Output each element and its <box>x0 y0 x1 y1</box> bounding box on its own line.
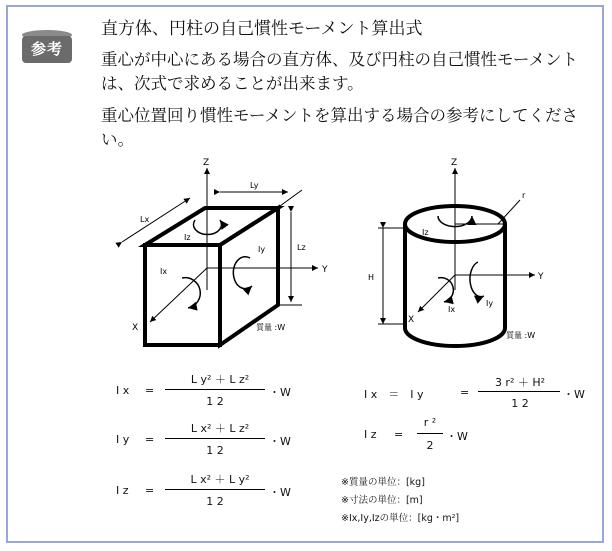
intro-paragraph: 重心が中心にある場合の直方体、及び円柱の自己慣性モーメントは、次式で求めることが出来ます。 <box>101 50 579 93</box>
cyl-ix-label: Ix <box>448 305 456 314</box>
fraction-bar <box>478 391 560 392</box>
formula-tail: ・W <box>446 430 468 443</box>
formula-denominator: 1 2 <box>206 495 224 508</box>
formula-eq: = <box>460 386 470 399</box>
fraction-bar <box>165 389 265 390</box>
ix-rotation-arrow <box>182 278 200 308</box>
box-ly-label: Ly <box>250 181 259 190</box>
fraction-bar <box>417 433 443 434</box>
formula-denominator: 1 2 <box>206 444 224 457</box>
formula-eq: = <box>394 428 404 441</box>
box-iz-label: Iz <box>184 233 191 242</box>
box-lz-label: Lz <box>297 243 306 252</box>
formula-lhs: I z <box>116 484 129 497</box>
cyl-mass-label: 質量 :W <box>506 331 536 340</box>
formula-tail: ・W <box>269 435 291 448</box>
box-ix-label: Ix <box>160 267 168 276</box>
cylinder-diagram <box>360 150 580 360</box>
formula-tail: ・W <box>269 386 291 399</box>
cyl-h-label: H <box>368 273 375 282</box>
unit-note-inertia: ※Ix,Iy,Izの単位：[kg・m²] <box>341 513 460 524</box>
fraction-bar <box>165 489 265 490</box>
cyl-x-label: X <box>408 315 415 325</box>
box-iy-label: Iy <box>258 245 266 254</box>
formula-denominator: 1 2 <box>206 395 224 408</box>
box-x-axis <box>150 268 207 322</box>
cylinder-bottom <box>405 328 505 346</box>
reference-badge: 参考 <box>22 36 72 63</box>
formula-tail: ・W <box>269 486 291 499</box>
formula-lhs: I y <box>116 433 130 446</box>
box-top-face <box>145 208 278 245</box>
formula-lhs: I z <box>364 428 377 441</box>
fraction-bar <box>165 438 265 439</box>
formula-lhs: I x <box>116 384 130 397</box>
dim-lx <box>122 198 190 242</box>
box-front-face <box>145 245 220 345</box>
cyl-z-label: Z <box>451 158 458 168</box>
section-title: 直方体、円柱の自己慣性モーメント算出式 <box>101 19 423 39</box>
formula-numerator: L y² ＋ L z² <box>190 373 250 386</box>
box-lx-label: Lx <box>140 215 150 224</box>
iy-rotation-arrow <box>233 257 252 289</box>
formula-tail: ・W <box>563 388 585 401</box>
formula-eq: = <box>145 484 155 497</box>
note-paragraph: 重心位置回り慣性モーメントを算出する場合の参考にしてください。 <box>101 106 579 149</box>
box-x-label: X <box>132 323 139 333</box>
formula-numerator: 3 r² ＋ H² <box>494 376 546 389</box>
formula-numerator: L x² ＋ L y² <box>190 473 250 486</box>
box-y-label: Y <box>322 265 328 275</box>
cyl-y-label: Y <box>538 272 544 282</box>
cyl-iy-label: Iy <box>486 299 494 308</box>
box-z-label: Z <box>203 158 210 168</box>
formula-lhs: I x ＝ I y <box>364 388 424 401</box>
unit-note-mass: ※質量の単位：[kg] <box>341 477 425 488</box>
cyl-iy-rotation-arrow <box>470 262 484 297</box>
formula-denominator: 1 2 <box>511 397 529 410</box>
box-diagram <box>110 150 340 360</box>
formula-eq: = <box>145 384 155 397</box>
unit-note-dimension: ※寸法の単位：[m] <box>341 495 423 506</box>
formula-numerator: L x² ＋ L z² <box>190 422 250 435</box>
formula-numerator: r ² <box>423 416 437 429</box>
cyl-iz-label: Iz <box>422 228 429 237</box>
cyl-r-label: r <box>522 191 526 200</box>
box-mass-label: 質量 :W <box>256 323 286 332</box>
formula-denominator: 2 <box>426 439 434 452</box>
formula-eq: = <box>145 433 155 446</box>
